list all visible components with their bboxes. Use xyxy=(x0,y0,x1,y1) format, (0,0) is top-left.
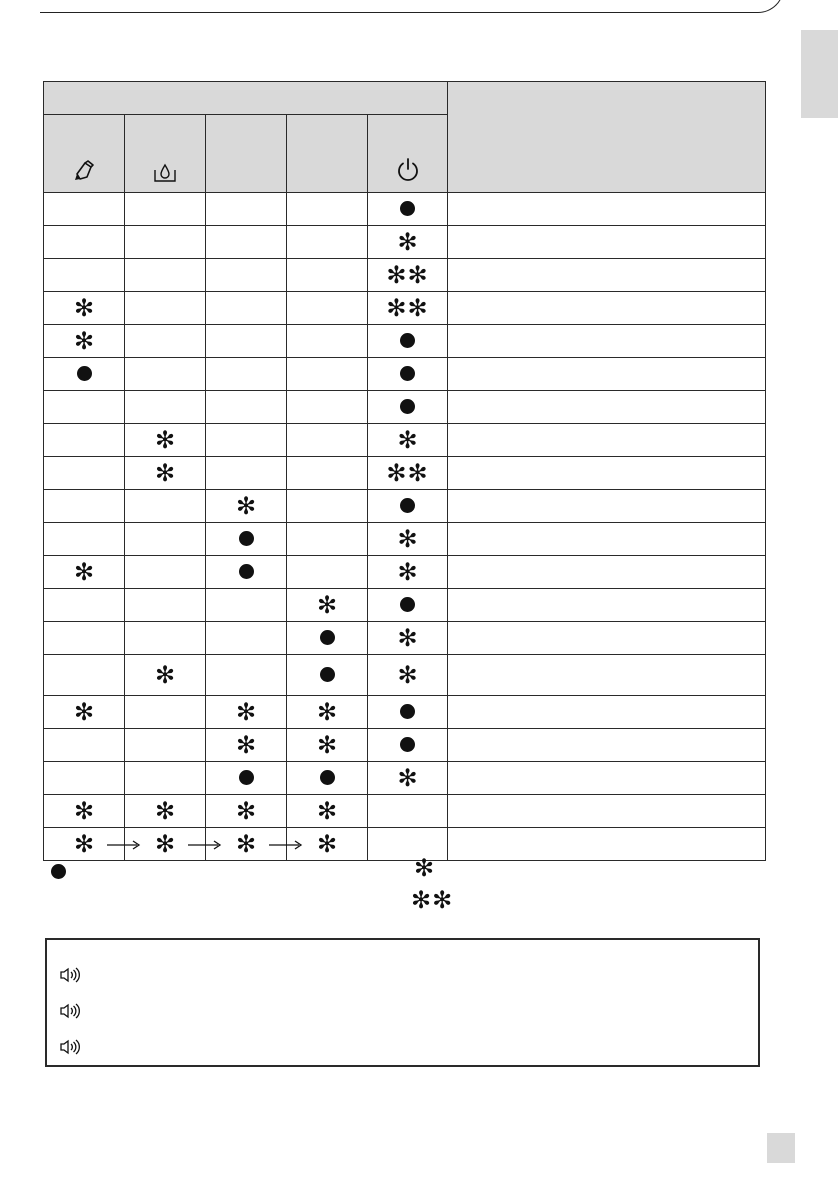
row-description xyxy=(448,622,766,655)
indicator-table xyxy=(43,81,766,861)
indicator-cell xyxy=(206,391,287,424)
flash-icon: ✻ xyxy=(73,698,95,726)
flash-icon: ✻ xyxy=(316,698,338,726)
flash-icon: ✻ xyxy=(235,698,257,726)
table-row xyxy=(44,193,766,226)
indicator-cell xyxy=(44,226,125,259)
table-row xyxy=(44,391,766,424)
indicator-cell xyxy=(287,292,368,325)
row-description xyxy=(448,762,766,795)
table-row xyxy=(44,655,766,696)
indicator-cell xyxy=(44,490,125,523)
column-header-power xyxy=(368,115,448,193)
indicator-cell xyxy=(287,490,368,523)
indicator-cell xyxy=(368,696,448,729)
dot-icon xyxy=(400,201,415,216)
legend-dot xyxy=(51,862,66,879)
indicator-cell xyxy=(44,523,125,556)
power-icon xyxy=(395,157,421,183)
indicator-cell xyxy=(206,523,287,556)
indicator-cell xyxy=(287,424,368,457)
column-header-3 xyxy=(206,115,287,193)
dot-icon xyxy=(400,737,415,752)
flash-icon: ✻ xyxy=(397,661,418,689)
indicator-cell xyxy=(44,457,125,490)
indicator-cell xyxy=(125,696,206,729)
language-tab xyxy=(801,30,838,118)
indicator-cell xyxy=(206,325,287,358)
indicator-cell xyxy=(44,325,125,358)
row-description xyxy=(448,828,766,861)
indicator-cell xyxy=(206,424,287,457)
flash-icon: ✻ xyxy=(73,830,95,858)
indicator-cell xyxy=(44,424,125,457)
pen-clean-icon xyxy=(71,159,97,183)
indicator-cell xyxy=(368,556,448,589)
row-description xyxy=(448,457,766,490)
indicator-cell xyxy=(368,589,448,622)
indicator-cell xyxy=(125,490,206,523)
indicator-cell xyxy=(44,729,125,762)
indicator-cell xyxy=(206,556,287,589)
indicator-cell xyxy=(287,622,368,655)
dot-icon xyxy=(400,333,415,348)
indicator-cell xyxy=(44,655,125,696)
sequence-arrow-icon xyxy=(106,838,142,852)
dot-icon xyxy=(400,399,415,414)
table-row xyxy=(44,325,766,358)
page-number-box xyxy=(767,1133,795,1163)
indicator-cell xyxy=(44,358,125,391)
indicator-cell xyxy=(368,358,448,391)
indicator-cell xyxy=(287,193,368,226)
table-row xyxy=(44,424,766,457)
flash-icon: ✻ xyxy=(397,624,418,652)
indicator-cell xyxy=(44,696,125,729)
row-description xyxy=(448,523,766,556)
indicator-cell xyxy=(125,457,206,490)
indicator-cell xyxy=(206,358,287,391)
row-description xyxy=(448,226,766,259)
indicator-cell xyxy=(44,556,125,589)
flash-icon: ✻ xyxy=(73,327,95,355)
indicator-cell xyxy=(287,457,368,490)
dot-icon xyxy=(51,864,66,879)
indicator-cell xyxy=(287,729,368,762)
indicator-cell xyxy=(368,292,448,325)
flash-icon: ✻ xyxy=(316,591,338,619)
flash-icon: ✻ xyxy=(397,764,418,792)
row-description xyxy=(448,358,766,391)
indicator-cell xyxy=(287,325,368,358)
table-row xyxy=(44,457,766,490)
flash-icon: ✻ xyxy=(414,854,435,882)
indicator-cell xyxy=(368,193,448,226)
flash-icon: ✻ xyxy=(154,830,176,858)
indicator-cell xyxy=(368,325,448,358)
indicator-cell xyxy=(206,193,287,226)
indicator-cell xyxy=(44,391,125,424)
flash-icon: ✻ xyxy=(397,426,418,454)
indicator-cell xyxy=(125,762,206,795)
indicator-cell xyxy=(44,762,125,795)
table-row xyxy=(44,795,766,828)
indicator-cell xyxy=(206,795,287,828)
indicator-cell xyxy=(287,655,368,696)
note-item xyxy=(59,966,81,984)
indicator-cell xyxy=(125,193,206,226)
dot-icon xyxy=(400,366,415,381)
legend-flash-fast xyxy=(411,886,454,914)
flash-icon: ✻ xyxy=(235,830,257,858)
flash-icon: ✻ xyxy=(154,797,176,825)
indicator-cell xyxy=(125,358,206,391)
flash-icon: ✻ xyxy=(235,731,257,759)
indicator-cell xyxy=(368,622,448,655)
indicator-cell xyxy=(44,589,125,622)
indicator-cell xyxy=(206,622,287,655)
flash-icon: ✻ xyxy=(397,525,418,553)
indicator-cell xyxy=(287,358,368,391)
table-row xyxy=(44,622,766,655)
table-row xyxy=(44,696,766,729)
indicator-cell xyxy=(287,556,368,589)
column-header-4 xyxy=(287,115,368,193)
indicator-cell xyxy=(287,696,368,729)
flash-fast-icon: ✻✻ xyxy=(386,459,429,487)
indicator-cell xyxy=(125,729,206,762)
row-description xyxy=(448,259,766,292)
table-row xyxy=(44,828,766,861)
beep-icon xyxy=(59,1002,81,1020)
row-description xyxy=(448,292,766,325)
beep-icon xyxy=(59,1038,81,1056)
indicator-cell xyxy=(287,226,368,259)
table-row xyxy=(44,556,766,589)
table-row xyxy=(44,358,766,391)
row-description xyxy=(448,655,766,696)
flash-icon: ✻ xyxy=(235,797,257,825)
note-item xyxy=(59,1038,81,1056)
indicator-cell xyxy=(368,828,448,861)
row-description xyxy=(448,795,766,828)
indicator-cell xyxy=(368,795,448,828)
table-row xyxy=(44,490,766,523)
dot-icon xyxy=(400,704,415,719)
row-description xyxy=(448,729,766,762)
indicator-cell xyxy=(287,589,368,622)
row-description xyxy=(448,424,766,457)
indicator-cell xyxy=(44,259,125,292)
row-description xyxy=(448,490,766,523)
table-row xyxy=(44,226,766,259)
indicator-cell xyxy=(125,226,206,259)
flash-icon: ✻ xyxy=(235,492,257,520)
indicator-cell xyxy=(206,729,287,762)
indicator-cell xyxy=(206,259,287,292)
indicator-cell xyxy=(44,622,125,655)
flash-icon: ✻ xyxy=(73,294,95,322)
indicator-cell xyxy=(287,795,368,828)
flash-fast-icon: ✻✻ xyxy=(411,886,454,914)
flash-icon: ✻ xyxy=(154,426,176,454)
indicator-cell xyxy=(206,762,287,795)
notes-box xyxy=(45,938,760,1067)
column-header-water xyxy=(125,115,206,193)
indicator-cell xyxy=(368,457,448,490)
indicator-cell xyxy=(125,523,206,556)
indicator-cell xyxy=(125,424,206,457)
indicator-cell xyxy=(206,292,287,325)
top-rule xyxy=(40,12,756,13)
indicator-cell xyxy=(206,655,287,696)
flash-icon: ✻ xyxy=(73,797,95,825)
indicator-cell xyxy=(206,457,287,490)
indicator-cell xyxy=(125,391,206,424)
water-drop-icon xyxy=(153,161,177,183)
indicator-cell xyxy=(368,226,448,259)
dot-icon xyxy=(400,498,415,513)
mode-group-header xyxy=(44,82,448,115)
note-item xyxy=(59,1002,81,1020)
row-description xyxy=(448,391,766,424)
indicator-cell xyxy=(368,762,448,795)
table-row xyxy=(44,259,766,292)
beep-icon xyxy=(59,966,81,984)
indicator-cell xyxy=(44,795,125,828)
flash-icon: ✻ xyxy=(316,731,338,759)
flash-icon: ✻ xyxy=(154,459,176,487)
indicator-cell xyxy=(368,523,448,556)
indicator-cell xyxy=(206,696,287,729)
column-header-clean xyxy=(44,115,125,193)
row-description xyxy=(448,696,766,729)
indicator-cell xyxy=(287,762,368,795)
legend-flash xyxy=(414,854,435,882)
indicator-cell xyxy=(125,795,206,828)
table-row xyxy=(44,762,766,795)
dot-icon xyxy=(77,366,92,381)
flash-icon: ✻ xyxy=(397,228,418,256)
row-description xyxy=(448,589,766,622)
sequence-arrow-icon xyxy=(187,838,223,852)
top-corner-curve xyxy=(755,0,784,13)
flash-fast-icon: ✻✻ xyxy=(386,294,429,322)
indicator-cell xyxy=(125,589,206,622)
dot-icon xyxy=(320,667,335,682)
flash-icon: ✻ xyxy=(154,661,176,689)
indicator-cell xyxy=(125,292,206,325)
table-row xyxy=(44,292,766,325)
indicator-cell xyxy=(125,556,206,589)
flash-icon: ✻ xyxy=(316,830,338,858)
indicator-cell xyxy=(125,622,206,655)
dot-icon xyxy=(320,770,335,785)
indicator-cell xyxy=(125,655,206,696)
dot-icon xyxy=(239,531,254,546)
row-description xyxy=(448,325,766,358)
indicator-cell xyxy=(368,490,448,523)
dot-icon xyxy=(239,564,254,579)
dot-icon xyxy=(239,770,254,785)
indicator-cell xyxy=(287,523,368,556)
sequence-arrow-icon xyxy=(268,838,304,852)
indicator-cell xyxy=(287,259,368,292)
flash-icon: ✻ xyxy=(397,558,418,586)
description-header xyxy=(448,82,766,193)
table-row xyxy=(44,523,766,556)
flash-icon: ✻ xyxy=(316,797,338,825)
indicator-cell xyxy=(44,193,125,226)
row-description xyxy=(448,556,766,589)
table-row xyxy=(44,589,766,622)
indicator-cell xyxy=(368,655,448,696)
indicator-cell xyxy=(44,292,125,325)
indicator-cell xyxy=(206,226,287,259)
dot-icon xyxy=(320,630,335,645)
flash-fast-icon: ✻✻ xyxy=(386,261,429,289)
indicator-cell xyxy=(287,391,368,424)
indicator-cell xyxy=(125,259,206,292)
indicator-cell xyxy=(368,424,448,457)
dot-icon xyxy=(400,597,415,612)
indicator-cell xyxy=(206,589,287,622)
flash-icon: ✻ xyxy=(73,558,95,586)
indicator-cell xyxy=(368,259,448,292)
indicator-cell xyxy=(206,490,287,523)
indicator-cell xyxy=(368,391,448,424)
indicator-cell xyxy=(44,828,125,861)
indicator-cell xyxy=(368,729,448,762)
table-row xyxy=(44,729,766,762)
indicator-cell xyxy=(125,325,206,358)
row-description xyxy=(448,193,766,226)
